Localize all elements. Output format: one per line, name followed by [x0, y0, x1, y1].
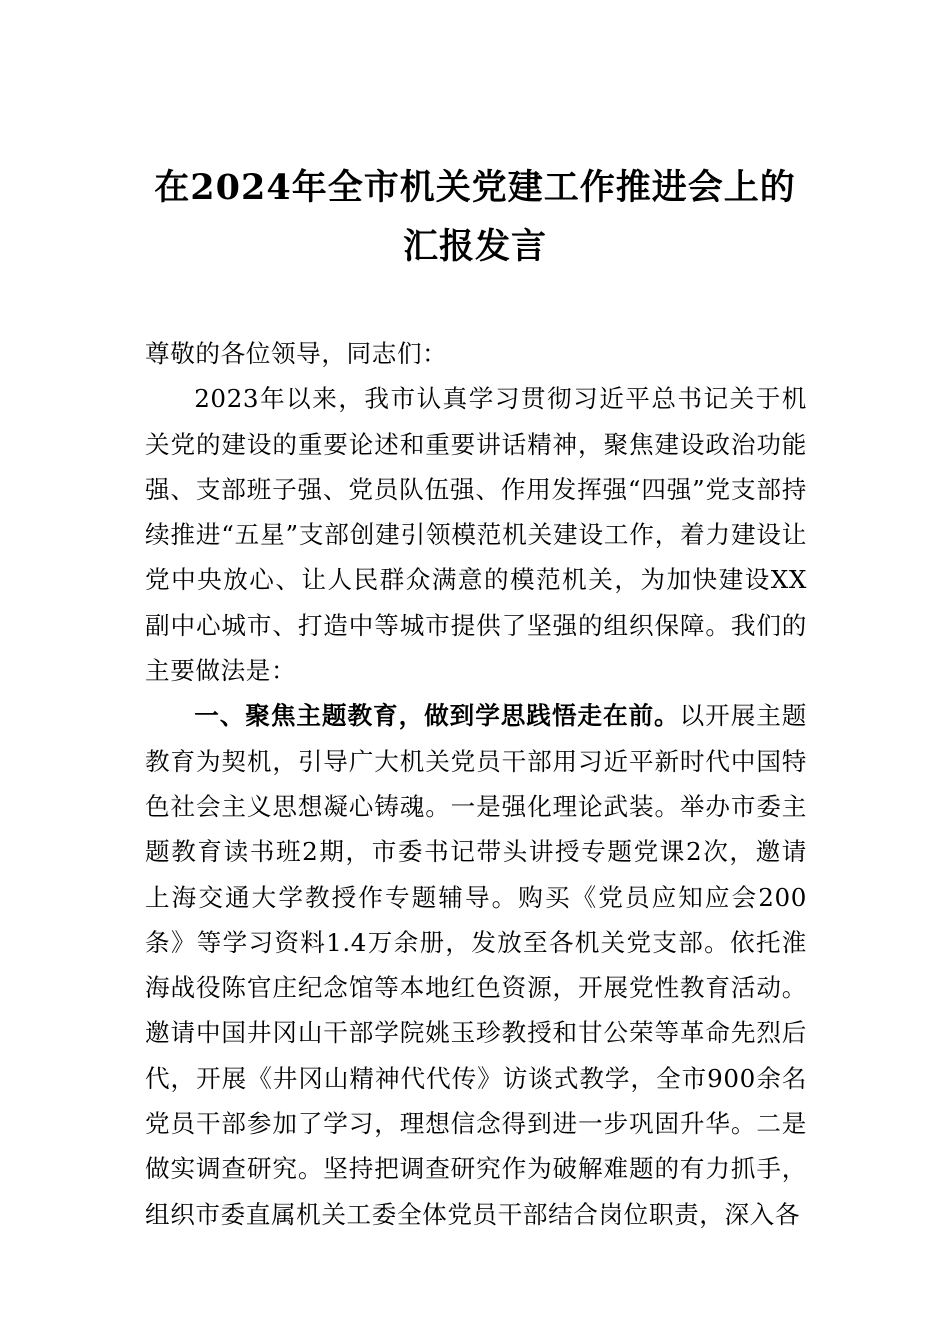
section-one-heading: 一、聚焦主题教育，做到学思践悟走在前。: [194, 701, 680, 731]
paragraph-intro-text: 2023年以来，我市认真学习贯彻习近平总书记关于机关党的建设的重要论述和重要讲话精神，聚焦建设政治功能强、支部班子强、党员队伍强、作用发挥强“四强”党支部持续推进“五星”支部创建引领模范机关建设工作，着力建设让党中央放心、让人民群众满意的模范机关，为加快建设XX副中心城市、打造中等城市提供了坚强的组织保障。我们的主要做法是：: [145, 384, 807, 686]
section-one-text: 以开展主题教育为契机，引导广大机关党员干部用习近平新时代中国特色社会主义思想凝心铸魂。一是强化理论武装。举办市委主题教育读书班2期，市委书记带头讲授专题党课2次，邀请上海交通大学教授作专题辅导。购买《党员应知应会200条》等学习资料1.4万余册，发放至各机关党支部。依托淮海战役陈官庄纪念馆等本地红色资源，开展党性教育活动。邀请中国井冈山干部学院姚玉珍教授和甘公荣等革命先烈后代，开展《井冈山精神代代传》访谈式教学，全市900余名党员干部参加了学习，理想信念得到进一步巩固升华。二是做实调查研究。坚持把调查研究作为破解难题的有力抓手，组织市委直属机关工委全体党员干部结合岗位职责，深入各: [145, 701, 807, 1229]
salutation: 尊敬的各位领导，同志们：: [145, 339, 448, 368]
document-body: [145, 331, 807, 1237]
paragraph-intro: [145, 376, 807, 693]
document-title: 在2024年全市机关党建工作推进会上的汇报发言: [154, 167, 796, 267]
paragraph-section-one: [145, 693, 807, 1237]
